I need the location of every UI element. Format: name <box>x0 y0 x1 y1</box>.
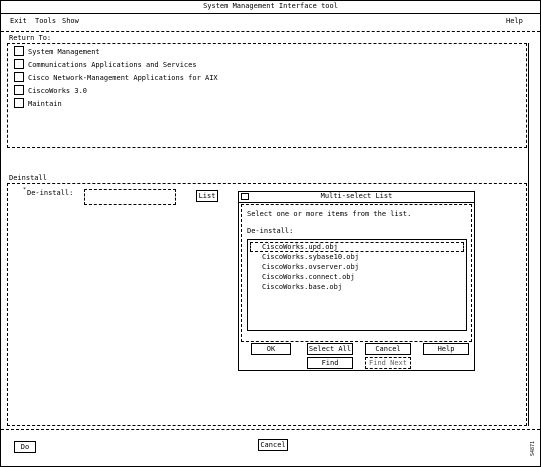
menu-help[interactable]: Help <box>506 17 523 25</box>
vertical-scrollbar[interactable] <box>528 43 539 426</box>
list-item[interactable]: CiscoWorks.connect.obj <box>262 273 355 281</box>
dialog-body <box>241 204 472 342</box>
folder-icon <box>14 59 24 69</box>
return-item-system-management[interactable]: System Management <box>14 47 100 59</box>
deinstall-listbox[interactable] <box>247 239 467 331</box>
return-to-label: Return To: <box>9 34 52 42</box>
return-to-list <box>7 43 527 148</box>
deinstall-section-label: Deinstall <box>9 174 47 182</box>
return-item-maintain[interactable]: Maintain <box>14 99 62 111</box>
do-button[interactable]: Do <box>14 441 36 453</box>
return-item-cisco-nm[interactable]: Cisco Network-Management Applications for AIX <box>14 73 218 85</box>
multi-select-dialog <box>238 191 475 371</box>
return-item-ciscoworks[interactable]: CiscoWorks 3.0 <box>14 86 87 98</box>
deinstall-input[interactable] <box>84 189 176 205</box>
menu-tools[interactable]: Tools <box>35 17 57 25</box>
folder-icon <box>14 98 24 108</box>
dialog-instruction: Select one or more items from the list. <box>247 210 412 218</box>
find-button[interactable]: Find <box>307 357 353 369</box>
dialog-cancel-button[interactable]: Cancel <box>365 343 411 355</box>
dialog-titlebar <box>239 192 474 203</box>
folder-icon <box>14 72 24 82</box>
dialog-list-label: De-install: <box>247 227 294 235</box>
required-marker: * <box>23 187 27 193</box>
menu-exit[interactable]: Exit <box>10 17 27 25</box>
list-item[interactable]: CiscoWorks.sybase10.obj <box>262 253 359 261</box>
menu-bar <box>1 13 540 32</box>
footer-divider <box>1 429 540 431</box>
list-item[interactable]: CiscoWorks.base.obj <box>262 283 343 291</box>
deinstall-field-label: De-install: <box>27 189 74 197</box>
menu-show[interactable]: Show <box>62 17 79 25</box>
cancel-button[interactable]: Cancel <box>258 439 288 451</box>
folder-icon <box>14 85 24 95</box>
figure-id-label: S4871 <box>530 440 536 456</box>
return-item-communications[interactable]: Communications Applications and Services <box>14 60 197 72</box>
list-item[interactable]: CiscoWorks.ovserver.obj <box>262 263 359 271</box>
list-item[interactable]: CiscoWorks.upd.obj <box>262 243 338 251</box>
dialog-help-button[interactable]: Help <box>423 343 469 355</box>
dialog-title: Multi-select List <box>320 192 393 200</box>
folder-icon <box>14 46 24 56</box>
window-title: System Management Interface tool <box>1 1 540 14</box>
list-button[interactable]: List <box>196 190 218 202</box>
select-all-button[interactable]: Select All <box>308 345 352 353</box>
ok-button[interactable]: OK <box>251 343 291 355</box>
find-next-button: Find Next <box>365 357 411 369</box>
